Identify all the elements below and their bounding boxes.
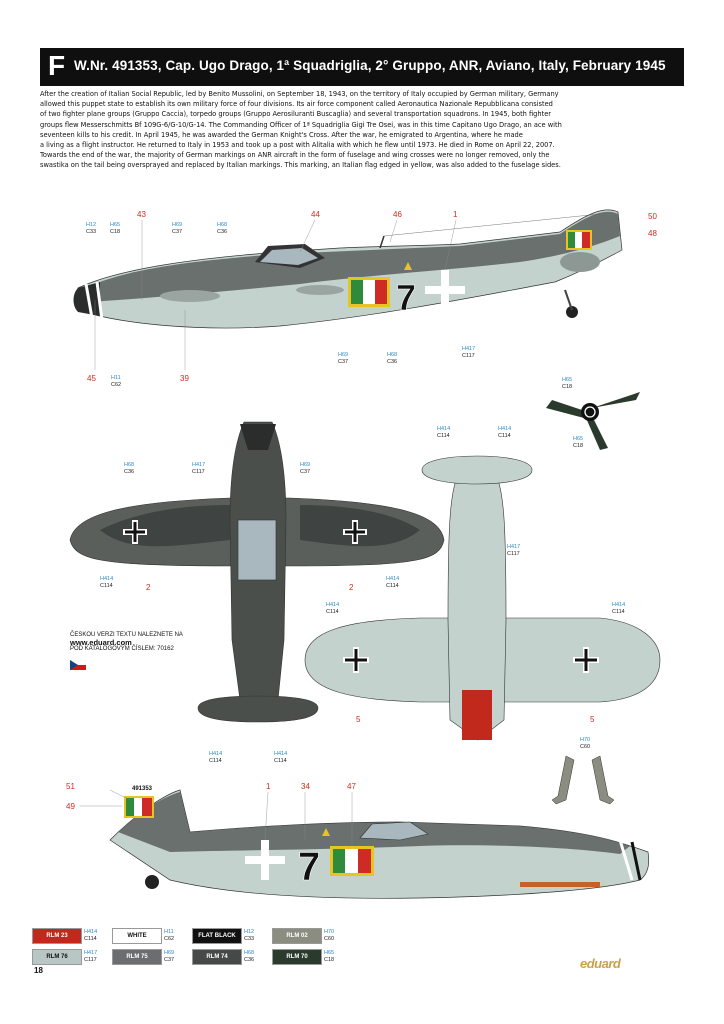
description-line: Towards the end of the war, the majority of German markings on ANR aircraft in the form of fuselage and wing crosses were no longer removed, only the — [40, 151, 550, 160]
legend-code: H12 C33 — [244, 929, 255, 942]
czech-flag-icon — [70, 660, 86, 670]
paint-code: H12 — [86, 222, 97, 228]
callout-47: 47 — [347, 782, 356, 791]
left-side-profile — [74, 210, 658, 388]
legend-swatch-white: WHITE — [112, 928, 162, 944]
paint-code: C33 — [86, 229, 97, 235]
legend-swatch-rlm74: RLM 74 — [192, 949, 242, 965]
legend-swatch-rlm70: RLM 70 — [272, 949, 322, 965]
legend-code: H68 C36 — [244, 950, 255, 963]
landing-gear-detail — [552, 737, 614, 804]
profile-title: W.Nr. 491353, Cap. Ugo Drago, 1ª Squadriglia, 2° Gruppo, ANR, Aviano, Italy, February 1945 — [74, 58, 666, 73]
callout-46: 46 — [393, 210, 402, 219]
paint-code: H417 — [192, 462, 206, 468]
paint-code: C36 — [217, 229, 228, 235]
paint-code: C114 — [326, 609, 339, 615]
legend-code: H69 C37 — [164, 950, 175, 963]
description-line: a living as a flight instructor. He returned to Italy in 1953 and took up a post with Alitalia with which he flew until 1973. He died in Rome on April 22, 2007. — [40, 141, 555, 150]
paint-code: C114 — [437, 433, 450, 439]
paint-code: C114 — [612, 609, 625, 615]
paint-code: H69 — [172, 222, 183, 228]
paint-code: H414 — [100, 576, 114, 582]
callout-45: 45 — [87, 374, 96, 383]
paint-code: C114 — [209, 758, 222, 764]
paint-code: H68 — [387, 352, 398, 358]
paint-code: C36 — [387, 359, 398, 365]
paint-code: H70 — [580, 737, 591, 743]
callout-2: 2 — [349, 583, 354, 592]
plan-view — [70, 422, 444, 764]
callout-43: 43 — [137, 210, 146, 219]
paint-code: C114 — [100, 583, 113, 589]
callout-5: 5 — [356, 715, 361, 724]
profile-letter: F — [48, 50, 66, 81]
callout-49: 49 — [66, 802, 75, 811]
fuselage-number: 7 — [396, 277, 417, 318]
tail-number: 491353 — [132, 786, 153, 792]
propeller-view — [546, 377, 640, 450]
paint-code: H11 — [111, 375, 121, 381]
callout-1: 1 — [266, 782, 271, 791]
czech-version-note — [70, 632, 183, 653]
paint-code: C117 — [192, 469, 205, 475]
paint-code: H414 — [209, 751, 223, 757]
paint-code: H414 — [274, 751, 288, 757]
legend-swatch-rlm75: RLM 75 — [112, 949, 162, 965]
paint-code: H69 — [338, 352, 349, 358]
paint-code: H414 — [386, 576, 400, 582]
legend-code: H417 C117 — [84, 950, 98, 963]
legend-swatch-rlm23: RLM 23 — [32, 928, 82, 944]
paint-code: C62 — [111, 382, 122, 388]
paint-code: C114 — [274, 758, 287, 764]
paint-code: C37 — [172, 229, 183, 235]
callout-1: 1 — [453, 210, 458, 219]
callout-5: 5 — [590, 715, 595, 724]
fuselage-number: 7 — [298, 845, 321, 889]
brand-logo: eduard — [580, 956, 621, 971]
callout-39: 39 — [180, 374, 189, 383]
paint-code: H69 — [300, 462, 311, 468]
description-line: allowed this puppet state to establish its own military force of four divisions. Its air force component called Aeronautica Nazionale Repubblicana consisted — [40, 100, 553, 109]
page-number: 18 — [34, 966, 43, 975]
callout-44: 44 — [311, 210, 320, 219]
paint-code: C114 — [386, 583, 399, 589]
paint-code: C18 — [573, 443, 584, 449]
legend-code: H11 C62 — [164, 929, 175, 942]
callout-34: 34 — [301, 782, 310, 791]
paint-code: C114 — [498, 433, 511, 439]
paint-code: C18 — [562, 384, 573, 390]
paint-code: H414 — [612, 602, 626, 608]
paint-code: H65 — [573, 436, 584, 442]
description-line: swastika on the tail being oversprayed and replaced by Italian markings. This marking, an Italian flag edged in yellow, was also added to the fuselage sides. — [40, 161, 561, 170]
paint-code: H414 — [326, 602, 340, 608]
legend-code: H65 C18 — [324, 950, 335, 963]
callout-48: 48 — [648, 229, 657, 238]
callout-50: 50 — [648, 212, 657, 221]
legend-code: H414 C114 — [84, 929, 98, 942]
callout-2: 2 — [146, 583, 151, 592]
paint-code: C117 — [507, 551, 520, 557]
paint-code: C37 — [338, 359, 349, 365]
paint-code: H65 — [110, 222, 121, 228]
paint-code: C18 — [110, 229, 121, 235]
underside-view — [305, 426, 660, 740]
paint-code: H414 — [437, 426, 451, 432]
description-line: After the creation of Italian Social Republic, led by Benito Mussolini, on September 18, 1943, on the territory of Italy occupied by German military, Germany — [40, 90, 559, 98]
description-line: groups flew Messerschmitts Bf 109G-6/G-10/G-14. The Commanding Officer of 1ª Squadriglia Gigi Tre Osei, was in this time Capitano Ugo Drago, an ace with — [40, 120, 562, 129]
paint-code: H65 — [562, 377, 573, 383]
legend-code: H70 C60 — [324, 929, 335, 942]
legend-swatch-rlm02: RLM 02 — [272, 928, 322, 944]
paint-code: C37 — [300, 469, 311, 475]
legend-swatch-rlm76: RLM 76 — [32, 949, 82, 965]
paint-code: C117 — [462, 353, 475, 359]
callout-51: 51 — [66, 782, 75, 791]
czech-note-url[interactable]: www.eduard.com — [70, 638, 132, 647]
legend-swatch-flat-black: FLAT BLACK — [192, 928, 242, 944]
description-line: of two fighter plane groups (Gruppo Caccia), torpedo groups (Gruppo Aerosiluranti Buscaglia) and several transportation squadrons. In 1945, both fighter — [40, 110, 552, 119]
paint-code: C60 — [580, 744, 591, 750]
czech-note-catalog: POD KATALOGOVÝM ČÍSLEM: 70162 — [70, 646, 174, 652]
paint-code: H414 — [498, 426, 512, 432]
paint-code: C36 — [124, 469, 135, 475]
paint-code: H417 — [507, 544, 521, 550]
czech-note-line: ČESKOU VERZI TEXTU NALEZNETE NA — [70, 632, 183, 638]
description-line: seventeen kills to his credit. In April 1945, he was awarded the German Knight's Cross. After the war, he emigrated to Argentina, where he made — [40, 130, 523, 139]
paint-code: H68 — [217, 222, 228, 228]
paint-code: H68 — [124, 462, 135, 468]
paint-code: H417 — [462, 346, 476, 352]
